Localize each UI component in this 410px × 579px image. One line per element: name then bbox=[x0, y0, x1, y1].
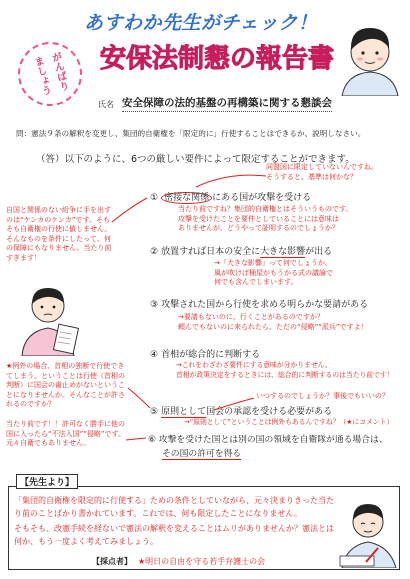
requirement-text: 放置すれば日本の安全に bbox=[161, 247, 261, 257]
student-illustration bbox=[16, 276, 86, 356]
comment-req1-below bbox=[178, 205, 352, 234]
comment-req4 bbox=[176, 361, 394, 380]
requirement-number: ① bbox=[150, 193, 159, 203]
name-value: 安全保障の法的基盤の再構築に関する懇談会 bbox=[122, 95, 332, 112]
stamp-text-1: がんばり bbox=[48, 51, 69, 93]
comment-side-star: ★例外の場合、首相の独断で行使できてしまう。ということは行使（首相の判断）に国会の歯止めがないということになりませんか。そんなことが許されるのですか？ bbox=[6, 362, 125, 408]
teacher-heading: 【先生より】 bbox=[16, 474, 78, 489]
comment-line: そうすると、基準は何かな？ bbox=[266, 172, 357, 181]
requirement-6-line2 bbox=[162, 446, 241, 459]
requirement-1 bbox=[150, 190, 311, 203]
requirement-number: ⑥ bbox=[148, 435, 156, 445]
requirement-highlight: 大きな影響 bbox=[260, 247, 306, 257]
requirement-highlight: 原則として bbox=[161, 407, 207, 417]
name-label: 氏名 bbox=[98, 100, 114, 109]
requirement-number: ⑤ bbox=[150, 407, 159, 417]
comment-line: 何でも含んでしまいます。 bbox=[214, 278, 298, 286]
requirement-number: ② bbox=[150, 247, 159, 257]
encouragement-stamp bbox=[11, 35, 89, 113]
requirement-text: 攻撃された国から行使を求める明らかな要請がある bbox=[161, 300, 369, 310]
page-subtitle: あすわか先生がチェック！ bbox=[84, 12, 318, 34]
requirement-text: その国の許可を得る bbox=[162, 449, 242, 459]
comment-line: →要請もないのに、行くことがあるのですか？ bbox=[178, 313, 324, 321]
comment-req2 bbox=[214, 259, 333, 288]
comment-line: 風が吹けば桶屋がもうかる式の議論で bbox=[214, 268, 333, 277]
requirement-text: が出る bbox=[305, 247, 333, 257]
comment-line: 当たり前ですね？集団的自衛権とはそういうものです。 bbox=[178, 205, 353, 213]
comment-line: →「大きな影響」って何でしょうか。 bbox=[214, 259, 332, 267]
comment-side-6: 当たり前です！！許可なく勝手に他の国に入ったら“不法入国”“侵略”です。元々自衛でもありません。 bbox=[6, 420, 125, 447]
requirement-text: 国会の承認を受ける必要がある bbox=[206, 407, 333, 417]
teacher-comment-2: そもそも、改憲手続を経ないで憲法の解釈を変えることはムリがありませんか？憲法とは何か、もう一度よく考えてみましょう。 bbox=[14, 524, 334, 546]
requirement-5 bbox=[150, 404, 332, 417]
comment-req3 bbox=[178, 313, 368, 332]
teacher-comment-1: 「集団的自衛権を限定的に行使する」ための条件としていながら、元々決まりきった当たり前のことばかり書かれています。これでは、何も限定したことになりません。 bbox=[14, 496, 334, 518]
requirement-number: ③ bbox=[150, 300, 159, 310]
requirement-4 bbox=[150, 347, 260, 360]
requirement-text: 首相が総合的に判断する bbox=[161, 350, 261, 360]
comment-req5-below: →“原則として”ということは例外もあるんですね？（★にコメント） bbox=[184, 418, 394, 426]
requirement-number: ④ bbox=[150, 350, 159, 360]
requirement-text: 攻撃を受けた国とは別の国の領域を自衛隊が通る場合は、 bbox=[158, 435, 388, 445]
comment-line: 首相が政策決定をするときには、総合的に判断するのは当たり前です！ bbox=[176, 370, 394, 379]
comment-req5-above: いつするのでしょうか？事後でもいいの？ bbox=[256, 392, 389, 400]
page-title: 安保法制懇の報告書 bbox=[100, 44, 335, 74]
grader-name: ★明日の自由を守る若手弁護士の会 bbox=[138, 557, 266, 566]
requirement-text: にある国が攻撃を受ける bbox=[212, 193, 312, 203]
requirement-6 bbox=[148, 432, 388, 445]
comment-side-1: 自国と関係のない紛争に手を出すのは“ケンカのケンカ”です。そもそも自衛権の行使に値しません。そんなものを条件にしたって、何の保障にもなりません。当たり前すぎます！ bbox=[6, 206, 112, 262]
comment-line: 攻撃を受けたことを要件としていることには意味は bbox=[178, 214, 339, 223]
requirement-3 bbox=[150, 297, 368, 310]
comment-req1-above bbox=[266, 163, 378, 182]
teacher-avatar-illustration bbox=[334, 12, 406, 96]
answer-intro: （答）以下のように、6つの厳しい要件によって限定することができます。 bbox=[36, 154, 355, 165]
grader-label: 【採点者】 bbox=[92, 557, 132, 566]
comment-line: 同盟国に限定していないんですね。 bbox=[266, 163, 378, 171]
question-text: 問：憲法９条の解釈を変更し、集団的自衛権を「限定的に」行使することはできるか、説明しなさい。 bbox=[16, 129, 366, 138]
comment-line: 頼んでもないのに来られたら、ただの“侵略”“派兵”ですよ！ bbox=[178, 322, 368, 331]
requirement-highlight: 密接な関係 bbox=[161, 192, 212, 204]
comment-line: ありませんが、どうやって証明するのでしょうか？ bbox=[178, 224, 339, 232]
comment-line: →これをわざわざ要件にする意味が分かりません。 bbox=[176, 361, 332, 369]
requirement-2 bbox=[150, 244, 332, 257]
stamp-text-2: ましょう bbox=[31, 55, 52, 97]
